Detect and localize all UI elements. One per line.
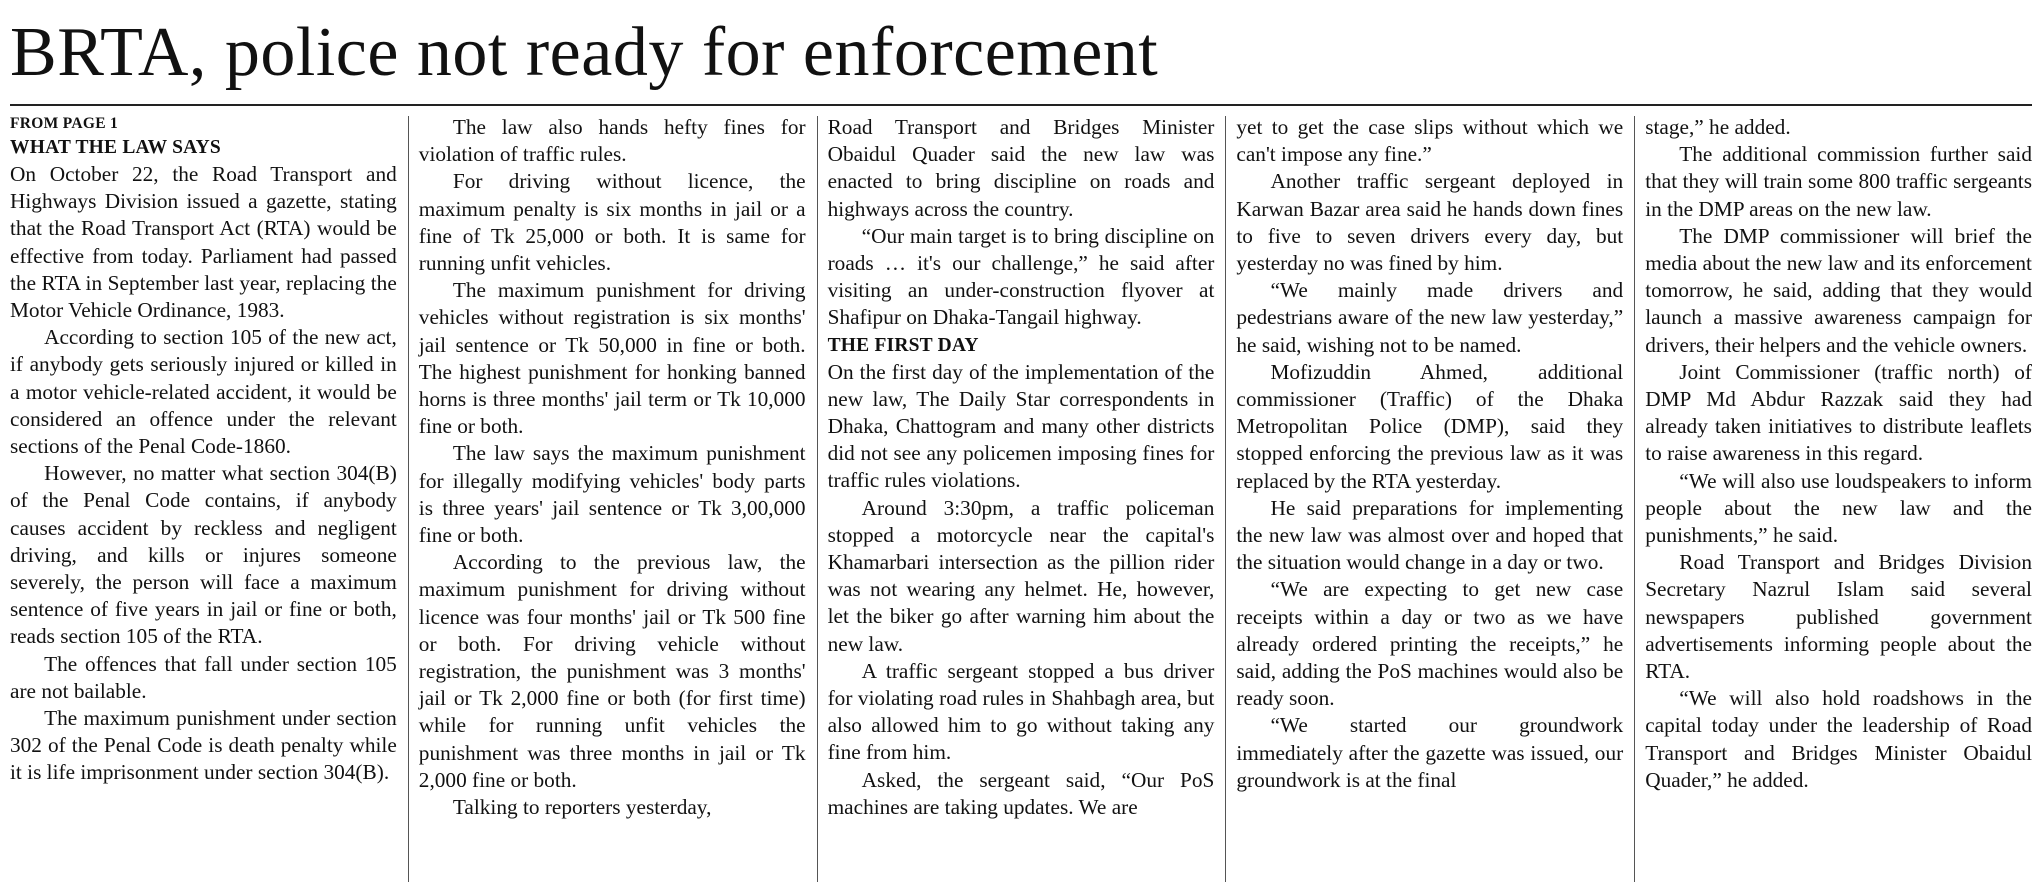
article-paragraph: He said preparations for implementing the new law was almost over and hoped that the situation would change in a day or two. [1236,495,1624,575]
section-subhead: THE FIRST DAY [827,334,979,356]
article-paragraph: Mofizuddin Ahmed, additional commissioner (Traffic) of the Dhaka Metropolitan Police (DMP), said they stopped enforcing the previous law as it was replaced by the RTA yesterday. [1236,359,1624,493]
page-continuation-label: FROM PAGE 1 [10,115,119,132]
article-paragraph: Joint Commissioner (traffic north) of DMP Md Abdur Razzak said they had already taken initiatives to distribute leaflets to raise awareness in this regard. [1645,359,2032,466]
article-column-1 [10,114,408,882]
article-column-4 [1225,114,1634,882]
article-paragraph: Road Transport and Bridges Division Secretary Nazrul Islam said several newspapers published government advertisements informing people about the RTA. [1645,550,2032,684]
article-paragraph: The maximum punishment for driving vehicles without registration is six months' jail sentence or Tk 50,000 in fine or both. The highest punishment for honking banned horns is three months' jail term or Tk 10,000 fine or both. [418,278,806,439]
article-paragraph: “Our main target is to bring discipline on roads … it's our challenge,” he said after visiting an under-construction flyover at Shafipur on Dhaka-Tangail highway. [827,223,1215,330]
article-paragraph: On October 22, the Road Transport and Highways Division issued a gazette, stating that the Road Transport Act (RTA) would be effective from today. Parliament had passed the RTA in September last year, replacing the Motor Vehicle Ordinance, 1983. [10,162,397,323]
article-paragraph: A traffic sergeant stopped a bus driver for violating road rules in Shahbagh area, but also allowed him to go without taking any fine from him. [827,658,1215,765]
article-paragraph: “We started our groundwork immediately after the gazette was issued, our groundwork is at the final [1236,713,1624,792]
article-paragraph: Road Transport and Bridges Minister Obaidul Quader said the new law was enacted to bring discipline on roads and highways across the country. [827,115,1215,221]
article-paragraph: For driving without licence, the maximum penalty is six months in jail or a fine of Tk 25,000 or both. It is same for running unfit vehicles. [418,169,806,276]
article-paragraph: Another traffic sergeant deployed in Karwan Bazar area said he hands down fines to five to seven drivers every day, but yesterday no was fined by him. [1236,169,1624,276]
article-column-3 [817,114,1226,882]
article-paragraph: On the first day of the implementation of the new law, The Daily Star correspondents in Dhaka, Chattogram and many other districts did not see any policemen imposing fines for traffic rules violations. [827,359,1215,493]
article-paragraph: “We will also hold roadshows in the capital today under the leadership of Road Transport and Bridges Minister Obaidul Quader,” he added. [1645,686,2032,792]
article-paragraph: According to the previous law, the maximum punishment for driving without licence was four months' jail or Tk 500 fine or both. For driving vehicle without registration, the punishment was 3 months' jail or Tk 2,000 fine or both (for first time) while for running unfit vehicles the punishment was three months in jail or Tk 2,000 fine or both. [418,550,806,792]
article-body [10,114,2032,882]
article-paragraph: “We mainly made drivers and pedestrians aware of the new law yesterday,” he said, wishing not to be named. [1236,278,1624,357]
article-paragraph: The law also hands hefty fines for violation of traffic rules. [418,115,806,167]
article-paragraph: The DMP commissioner will brief the media about the new law and its enforcement tomorrow, he said, adding that they would launch a massive awareness campaign for drivers, their helpers and the vehicle owners. [1645,223,2032,357]
article-paragraph: stage,” he added. [1645,115,1791,139]
article-paragraph: However, no matter what section 304(B) of the Penal Code contains, if anybody causes accident by reckless and negligent driving, and kills or injures someone severely, the person will face a maximum sentence of five years in jail or fine or both, reads section 105 of the RTA. [10,461,397,649]
headline: BRTA, police not ready for enforcement [10,14,1159,91]
article-paragraph: The additional commission further said that they will train some 800 traffic sergeants in the DMP areas on the new law. [1645,142,2032,221]
headline-rule [10,104,2032,106]
article-paragraph: yet to get the case slips without which we can't impose any fine.” [1236,115,1624,167]
article-paragraph: Asked, the sergeant said, “Our PoS machines are taking updates. We are [827,767,1215,819]
section-subhead: WHAT THE LAW SAYS [10,137,221,158]
article-column-5 [1634,114,2032,882]
article-paragraph: The law says the maximum punishment for illegally modifying vehicles' body parts is three years' jail sentence or Tk 3,00,000 fine or both. [418,441,806,548]
article-paragraph: The maximum punishment under section 302 of the Penal Code is death penalty while it is life imprisonment under section 304(B). [10,706,397,785]
article-paragraph: Around 3:30pm, a traffic policeman stopped a motorcycle near the capital's Khamarbari intersection as the pillion rider was not wearing any helmet. He, however, let the biker go after warning him about the new law. [827,495,1215,656]
article-paragraph: According to section 105 of the new act, if anybody gets seriously injured or killed in a motor vehicle-related accident, it would be considered an offence under the relevant sections of the Penal Code-1860. [10,325,397,459]
article-paragraph: Talking to reporters yesterday, [452,795,712,820]
article-paragraph: “We are expecting to get new case receipts within a day or two as we have already ordered printing the receipts,” he said, adding the PoS machines would also be ready soon. [1236,577,1624,711]
article-paragraph: “We will also use loudspeakers to inform people about the new law and the punishments,” he said. [1645,468,2032,548]
article-paragraph: The offences that fall under section 105 are not bailable. [10,651,397,703]
article-column-2 [408,114,817,882]
